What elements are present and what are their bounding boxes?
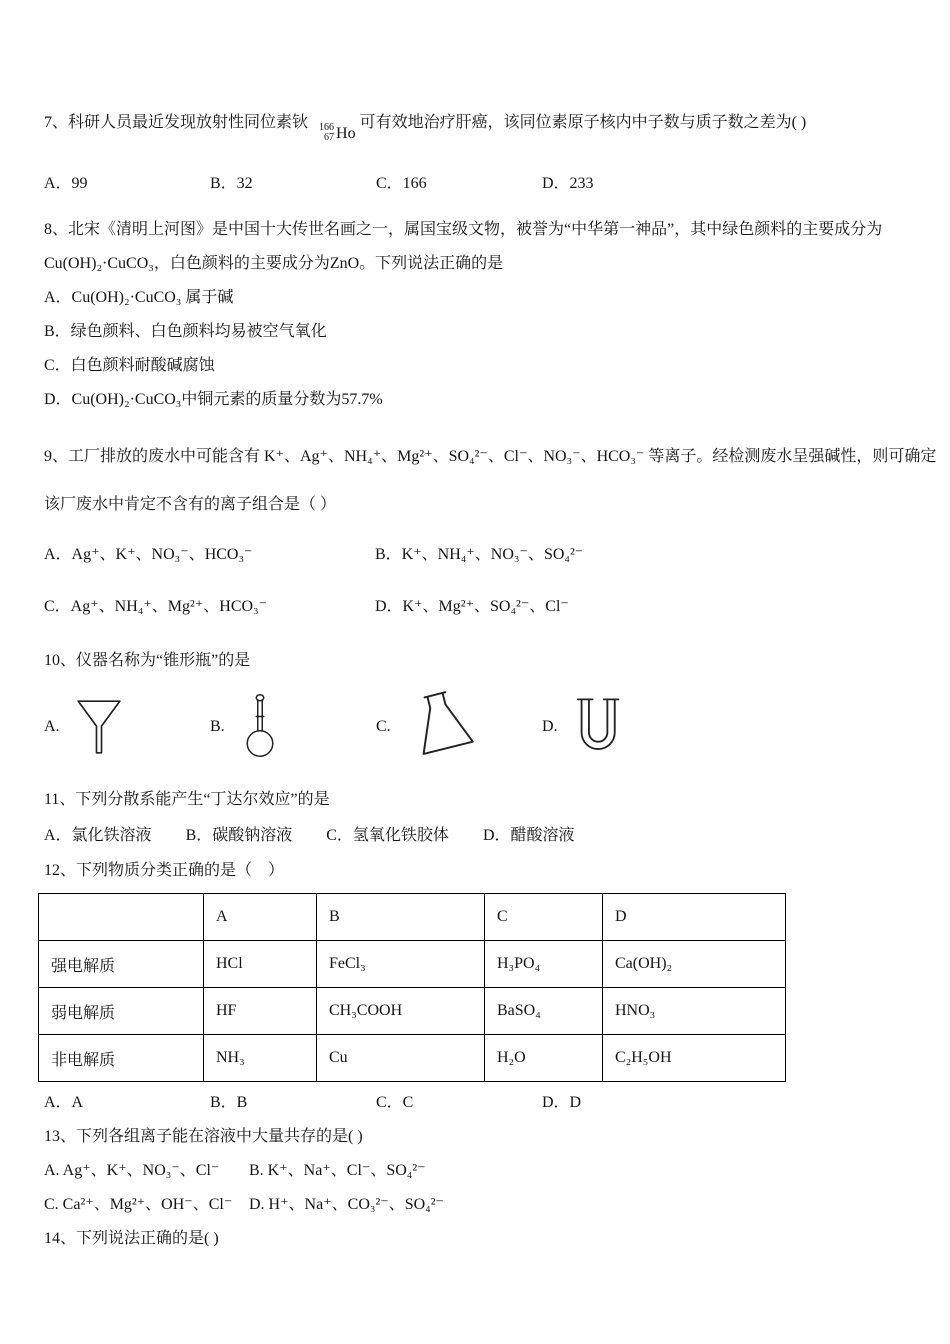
question-9-stem-line1: 9、工厂排放的废水中可能含有 K⁺、Ag⁺、NH₄⁺、Mg²⁺、SO₄²⁻、Cl⁻、NO₃⁻、HCO₃⁻ 等离子。经检测废水呈强碱性，则可确定 [44, 448, 937, 465]
q9-option-a: A．Ag⁺、K⁺、NO₃⁻、HCO₃⁻ [44, 546, 253, 563]
question-11-options [44, 819, 914, 853]
question-10-stem: 10、仪器名称为“锥形瓶”的是 [44, 652, 251, 669]
q13-option-c: C. Ca²⁺、Mg²⁺、OH⁻、Cl⁻ [44, 1196, 233, 1213]
table-cell: BaSO₄ [485, 988, 603, 1035]
q11-option-b: B．碳酸钠溶液 [185, 827, 293, 844]
question-7 [44, 106, 914, 201]
table-cell: 非电解质 [39, 1035, 204, 1082]
question-7-text-post: 可有效地治疗肝癌，该同位素原子核内中子数与质子数之差为( ) [359, 114, 807, 131]
table-header-row [39, 894, 786, 941]
q10-label-c: C. [376, 718, 391, 735]
question-13-options-row2 [44, 1188, 914, 1222]
q8-option-a: A．Cu(OH)₂·CuCO₃ 属于碱 [44, 289, 234, 306]
q9-option-c: C．Ag⁺、NH₄⁺、Mg²⁺、HCO₃⁻ [44, 598, 268, 615]
table-cell: Ca(OH)₂ [603, 941, 786, 988]
table-header-cell: A [204, 894, 317, 941]
isotope-notation [312, 117, 356, 151]
q11-option-a: A．氯化铁溶液 [44, 827, 152, 844]
q11-option-c: C．氢氧化铁胶体 [326, 827, 449, 844]
funnel-icon [74, 694, 124, 760]
q7-option-d: D．233 [542, 175, 594, 192]
question-9-stem-line2: 该厂废水中肯定不含有的离子组合是（ ） [44, 496, 337, 513]
question-9-options-row1 [44, 529, 914, 581]
table-cell: HF [204, 988, 317, 1035]
question-14-stem: 14、下列说法正确的是( ) [44, 1230, 219, 1247]
question-8-stem-line2: Cu(OH)₂·CuCO₃，白色颜料的主要成分为ZnO。下列说法正确的是 [44, 255, 504, 272]
q10-item-d [542, 692, 708, 762]
q12-option-b: B．B [210, 1094, 248, 1111]
table-cell: CH₃COOH [317, 988, 485, 1035]
table-cell: 强电解质 [39, 941, 204, 988]
isotope-symbol: Ho [336, 125, 356, 142]
question-13-stem: 13、下列各组离子能在溶液中大量共存的是( ) [44, 1128, 363, 1145]
q7-option-a: A．99 [44, 175, 88, 192]
table-header-cell: B [317, 894, 485, 941]
q8-option-d: D．Cu(OH)₂·CuCO₃中铜元素的质量分数为57.7% [44, 391, 383, 408]
q7-option-c: C．166 [376, 175, 427, 192]
table-row [39, 941, 786, 988]
question-12-options [44, 1086, 914, 1120]
q10-item-b [210, 685, 376, 769]
erlenmeyer-flask-icon [405, 688, 481, 766]
q10-item-a [44, 694, 210, 760]
isotope-mass-number: 166 [319, 122, 335, 133]
volumetric-flask-icon [239, 685, 281, 769]
table-header-cell [39, 894, 204, 941]
question-10 [44, 641, 914, 771]
question-9 [44, 433, 937, 633]
q8-option-c: C．白色颜料耐酸碱腐蚀 [44, 357, 215, 374]
q7-option-b: B．32 [210, 175, 253, 192]
q10-label-d: D. [542, 718, 558, 735]
table-header-cell: D [603, 894, 786, 941]
table-cell: HNO₃ [603, 988, 786, 1035]
q10-item-c [376, 688, 542, 766]
table-row [39, 988, 786, 1035]
table-row [39, 1035, 786, 1082]
question-10-images [44, 683, 914, 771]
q10-label-b: B. [210, 718, 225, 735]
table-cell: NH₃ [204, 1035, 317, 1082]
q12-option-a: A．A [44, 1094, 84, 1111]
q13-option-a: A. Ag⁺、K⁺、NO₃⁻、Cl⁻ [44, 1162, 220, 1179]
isotope-numbers [319, 123, 334, 143]
question-7-options [44, 167, 914, 201]
q12-option-d: D．D [542, 1094, 582, 1111]
table-cell: Cu [317, 1035, 485, 1082]
table-cell: H₂O [485, 1035, 603, 1082]
table-cell: FeCl₃ [317, 941, 485, 988]
u-tube-icon [572, 692, 628, 762]
isotope-atomic-number: 67 [324, 132, 335, 143]
table-cell: H₃PO₄ [485, 941, 603, 988]
q10-label-a: A. [44, 718, 60, 735]
question-8 [44, 213, 914, 417]
question-14 [44, 1222, 914, 1256]
q8-option-b: B．绿色颜料、白色颜料均易被空气氧化 [44, 323, 327, 340]
q11-option-d: D．醋酸溶液 [482, 827, 575, 844]
question-13-options-row1 [44, 1154, 914, 1188]
q9-option-b: B．K⁺、NH₄⁺、NO₃⁻、SO₄²⁻ [375, 546, 584, 563]
question-11 [44, 781, 914, 853]
table-cell: C₂H₅OH [603, 1035, 786, 1082]
question-9-options-row2 [44, 581, 914, 633]
classification-table [38, 893, 786, 1082]
question-8-stem-line1: 8、北宋《清明上河图》是中国十大传世名画之一，属国宝级文物，被誉为“中华第一神品”，其中绿色颜料的主要成分为 [44, 221, 883, 238]
q12-option-c: C．C [376, 1094, 414, 1111]
table-header-cell: C [485, 894, 603, 941]
question-11-stem: 11、下列分散系能产生“丁达尔效应”的是 [44, 791, 330, 808]
question-13 [44, 1120, 914, 1222]
question-12-stem: 12、下列物质分类正确的是（ ） [44, 862, 285, 879]
question-7-text-pre: 7、科研人员最近发现放射性同位素钬 [44, 114, 309, 131]
table-cell: HCl [204, 941, 317, 988]
q13-option-b: B. K⁺、Na⁺、Cl⁻、SO₄²⁻ [249, 1162, 426, 1179]
q13-option-d: D. H⁺、Na⁺、CO₃²⁻、SO₄²⁻ [249, 1196, 444, 1213]
question-7-stem [44, 106, 914, 151]
table-cell: 弱电解质 [39, 988, 204, 1035]
q9-option-d: D．K⁺、Mg²⁺、SO₄²⁻、Cl⁻ [375, 598, 569, 615]
question-12 [44, 853, 914, 1120]
